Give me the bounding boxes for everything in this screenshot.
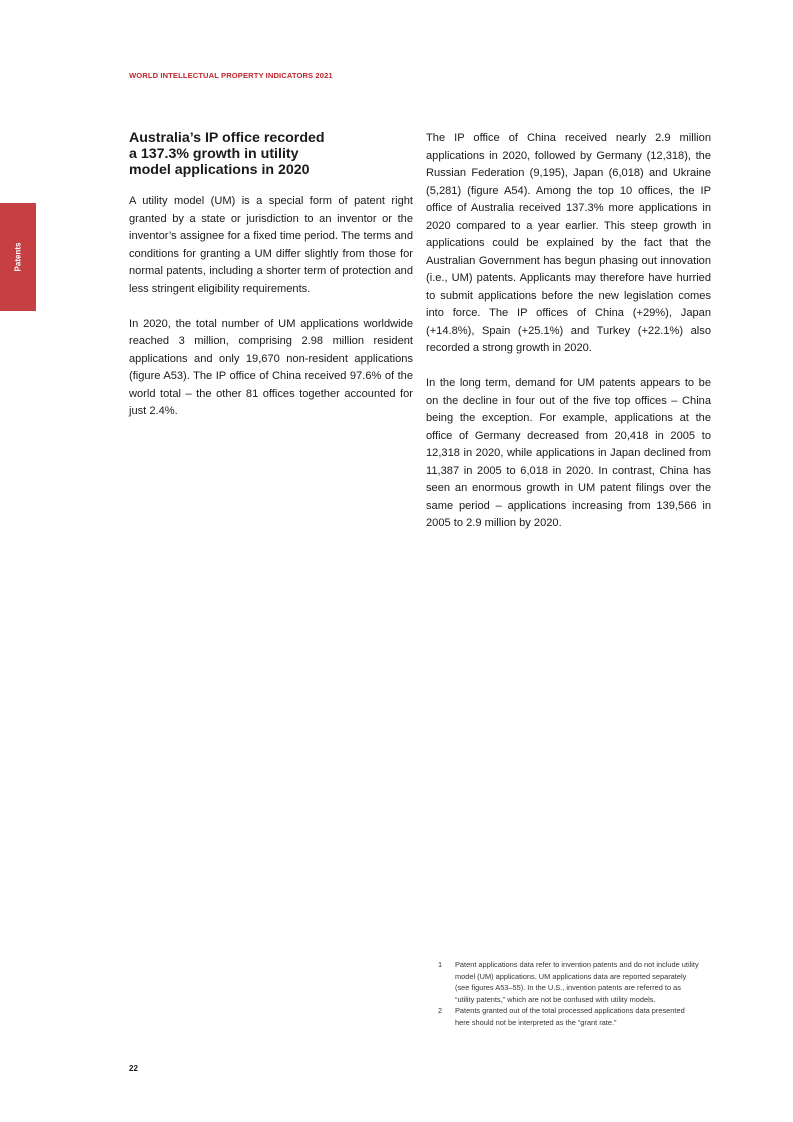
heading-line: model applications in 2020 xyxy=(129,162,310,178)
side-tab-label: Patents xyxy=(13,242,23,272)
page-number: 22 xyxy=(129,1064,138,1073)
footnote-text: Patent applications data refer to invention patents and do not include utility model (UM) applications. UM applications data are reported separately (see figures A53–55). In the U.S., invention patents are referred to as “utility patents,” which are not be confused with utility models. xyxy=(455,960,699,1004)
running-header: WORLD INTELLECTUAL PROPERTY INDICATORS 2021 xyxy=(129,71,333,80)
heading-line: Australia’s IP office recorded xyxy=(129,130,325,146)
section-heading xyxy=(129,130,413,178)
section-side-tab xyxy=(0,203,36,311)
footnote xyxy=(438,959,700,1005)
body-paragraph: In 2020, the total number of UM applications worldwide reached 3 million, comprising 2.98 million resident applications and only 19,670 non-resident applications (figure A53). The IP office of China received 97.6% of the world total – the other 81 offices together accounted for just 2.4%. xyxy=(129,317,413,417)
footnote xyxy=(438,1005,700,1028)
footnotes xyxy=(438,959,700,1028)
heading-line: a 137.3% growth in utility xyxy=(129,146,299,162)
footnote-text: Patents granted out of the total processed applications data presented here should not be interpreted as the “grant rate.” xyxy=(455,1006,685,1027)
body-paragraph: In the long term, demand for UM patents appears to be on the decline in four out of the five top offices – China being the exception. For example, applications at the office of Germany decreased from 20,418 in 2005 to 12,318 in 2020, while applications in Japan declined from 11,387 in 2005 to 6,018 in 2020. In contrast, China has seen an enormous growth in UM patent filings over the same period – applications increasing from 139,566 in 2005 to 2.9 million by 2020. xyxy=(426,377,711,529)
footnote-number: 1 xyxy=(438,960,443,969)
body-paragraph: A utility model (UM) is a special form of patent right granted by a state or jurisdiction to an inventor or the inventor’s assignee for a fixed time period. The terms and conditions for granting a UM differ slightly from those for normal patents, including a shorter term of protection and less stringent eligibility requirements. xyxy=(129,195,413,295)
footnote-number: 2 xyxy=(438,1006,443,1015)
left-column xyxy=(129,130,413,438)
right-column xyxy=(426,130,711,550)
body-paragraph: The IP office of China received nearly 2.9 million applications in 2020, followed by Germany (12,318), the Russian Federation (9,195), Japan (6,018) and Ukraine (5,281) (figure A54). Among the top 10 offices, the IP office of Australia received 137.3% more applications in 2020 compared to a year earlier. This steep growth in applications could be explained by the fact that the Australian Government has begun phasing out innovation (i.e., UM) patents. Applicants may therefore have hurried to submit applications before the new legislation comes into force. The IP offices of China (+29%), Japan (+14.8%), Spain (+25.1%) and Turkey (+22.1%) also recorded a strong growth in 2020. xyxy=(426,132,711,354)
